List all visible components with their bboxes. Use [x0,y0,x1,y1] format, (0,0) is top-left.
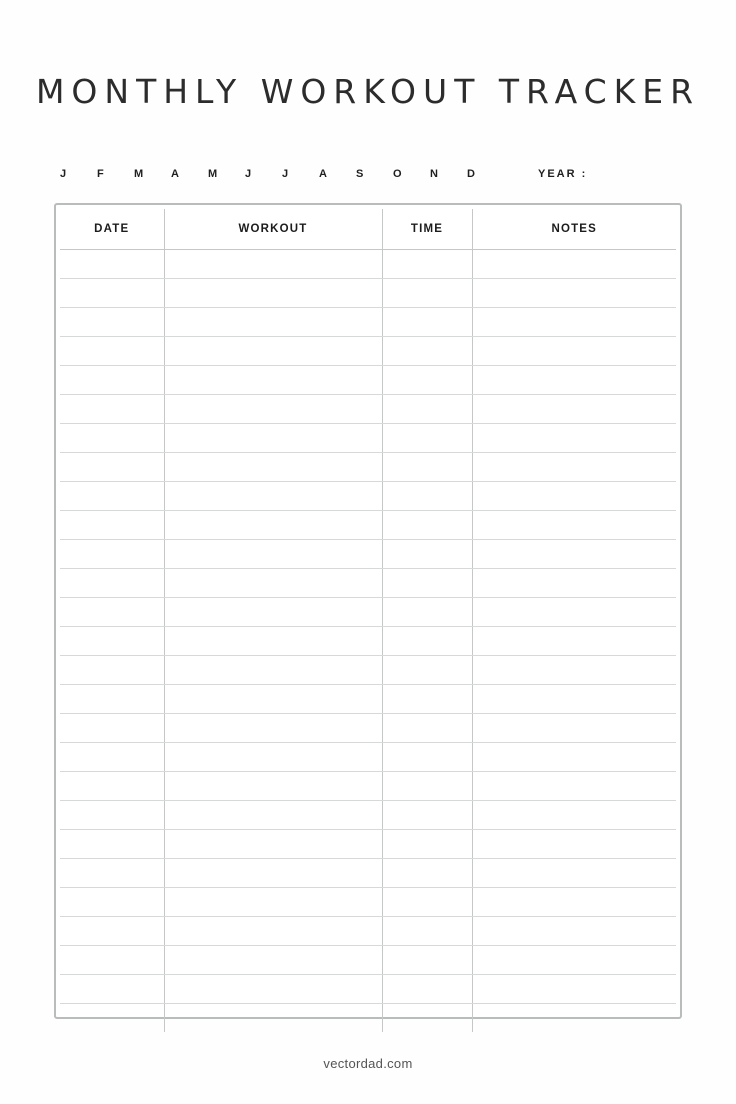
month-initial-aug[interactable]: A [319,168,328,180]
cell-time[interactable] [382,308,472,337]
cell-workout[interactable] [164,598,382,627]
cell-workout[interactable] [164,453,382,482]
table-row[interactable] [60,888,676,917]
cell-workout[interactable] [164,395,382,424]
cell-notes[interactable] [472,424,676,453]
cell-time[interactable] [382,627,472,656]
month-initial-apr[interactable]: A [171,168,180,180]
month-initial-jul[interactable]: J [282,168,290,180]
cell-notes[interactable] [472,656,676,685]
cell-workout[interactable] [164,279,382,308]
table-row[interactable] [60,569,676,598]
cell-notes[interactable] [472,279,676,308]
cell-notes[interactable] [472,859,676,888]
cell-time[interactable] [382,569,472,598]
column-header-workout: WORKOUT [164,209,382,250]
cell-time[interactable] [382,743,472,772]
cell-time[interactable] [382,424,472,453]
year-label: YEAR : [538,168,588,180]
cell-time[interactable] [382,772,472,801]
cell-workout[interactable] [164,830,382,859]
month-initial-oct[interactable]: O [393,168,403,180]
table-row[interactable] [60,685,676,714]
cell-date[interactable] [60,772,164,801]
cell-time[interactable] [382,656,472,685]
cell-workout[interactable] [164,250,382,279]
table-header [60,209,676,250]
cell-time[interactable] [382,598,472,627]
cell-time[interactable] [382,540,472,569]
cell-notes[interactable] [472,308,676,337]
cell-date[interactable] [60,250,164,279]
cell-date[interactable] [60,395,164,424]
table-row[interactable] [60,250,676,279]
cell-date[interactable] [60,1004,164,1033]
cell-time[interactable] [382,917,472,946]
cell-workout[interactable] [164,859,382,888]
column-header-date: DATE [60,209,164,250]
cell-workout[interactable] [164,1004,382,1033]
table-row[interactable] [60,540,676,569]
tracker-table-container [54,203,682,1019]
cell-date[interactable] [60,598,164,627]
cell-notes[interactable] [472,743,676,772]
month-initial-jun[interactable]: J [245,168,253,180]
cell-time[interactable] [382,366,472,395]
cell-date[interactable] [60,482,164,511]
cell-time[interactable] [382,685,472,714]
cell-workout[interactable] [164,308,382,337]
cell-date[interactable] [60,656,164,685]
month-initial-feb[interactable]: F [97,168,105,180]
month-initial-mar[interactable]: M [134,168,145,180]
cell-date[interactable] [60,511,164,540]
cell-workout[interactable] [164,424,382,453]
cell-notes[interactable] [472,772,676,801]
table-row[interactable] [60,772,676,801]
cell-time[interactable] [382,888,472,917]
cell-workout[interactable] [164,743,382,772]
cell-date[interactable] [60,859,164,888]
table-row[interactable] [60,395,676,424]
cell-date[interactable] [60,743,164,772]
cell-notes[interactable] [472,569,676,598]
cell-workout[interactable] [164,366,382,395]
table-row[interactable] [60,598,676,627]
cell-date[interactable] [60,453,164,482]
cell-date[interactable] [60,917,164,946]
cell-time[interactable] [382,1004,472,1033]
cell-notes[interactable] [472,830,676,859]
cell-workout[interactable] [164,656,382,685]
table-row[interactable] [60,801,676,830]
cell-workout[interactable] [164,714,382,743]
cell-notes[interactable] [472,627,676,656]
cell-time[interactable] [382,975,472,1004]
cell-notes[interactable] [472,482,676,511]
cell-notes[interactable] [472,946,676,975]
cell-date[interactable] [60,540,164,569]
cell-date[interactable] [60,830,164,859]
cell-date[interactable] [60,627,164,656]
cell-date[interactable] [60,308,164,337]
cell-notes[interactable] [472,975,676,1004]
cell-workout[interactable] [164,511,382,540]
cell-date[interactable] [60,366,164,395]
table-row[interactable] [60,308,676,337]
table-row[interactable] [60,279,676,308]
cell-time[interactable] [382,482,472,511]
table-row[interactable] [60,946,676,975]
tracker-table [60,209,676,1032]
cell-time[interactable] [382,859,472,888]
cell-notes[interactable] [472,453,676,482]
cell-workout[interactable] [164,917,382,946]
cell-notes[interactable] [472,801,676,830]
column-header-notes: NOTES [472,209,676,250]
cell-date[interactable] [60,888,164,917]
table-header-row [60,209,676,250]
cell-date[interactable] [60,337,164,366]
cell-workout[interactable] [164,772,382,801]
cell-workout[interactable] [164,482,382,511]
cell-notes[interactable] [472,917,676,946]
cell-date[interactable] [60,279,164,308]
cell-workout[interactable] [164,627,382,656]
table-row[interactable] [60,482,676,511]
table-row[interactable] [60,830,676,859]
table-row[interactable] [60,424,676,453]
cell-date[interactable] [60,569,164,598]
cell-date[interactable] [60,424,164,453]
cell-notes[interactable] [472,511,676,540]
cell-workout[interactable] [164,685,382,714]
cell-notes[interactable] [472,337,676,366]
table-row[interactable] [60,627,676,656]
cell-time[interactable] [382,250,472,279]
table-row[interactable] [60,337,676,366]
cell-date[interactable] [60,685,164,714]
cell-notes[interactable] [472,395,676,424]
cell-notes[interactable] [472,366,676,395]
month-initial-may[interactable]: M [208,168,219,180]
cell-date[interactable] [60,946,164,975]
cell-workout[interactable] [164,540,382,569]
table-row[interactable] [60,975,676,1004]
table-row[interactable] [60,714,676,743]
footer-credit: vectordad.com [323,1056,413,1071]
month-initial-dec[interactable]: D [467,168,476,180]
cell-notes[interactable] [472,1004,676,1033]
cell-workout[interactable] [164,975,382,1004]
cell-time[interactable] [382,279,472,308]
cell-notes[interactable] [472,888,676,917]
cell-time[interactable] [382,337,472,366]
cell-time[interactable] [382,714,472,743]
cell-date[interactable] [60,801,164,830]
page-title: MONTHLY WORKOUT TRACKER [35,72,701,111]
cell-notes[interactable] [472,714,676,743]
month-initial-sep[interactable]: S [356,168,365,180]
cell-notes[interactable] [472,540,676,569]
cell-notes[interactable] [472,685,676,714]
table-row[interactable] [60,859,676,888]
table-body [60,250,676,1033]
cell-workout[interactable] [164,946,382,975]
cell-time[interactable] [382,946,472,975]
cell-notes[interactable] [472,598,676,627]
cell-date[interactable] [60,975,164,1004]
cell-time[interactable] [382,511,472,540]
table-row[interactable] [60,511,676,540]
cell-workout[interactable] [164,337,382,366]
cell-time[interactable] [382,801,472,830]
table-row[interactable] [60,366,676,395]
cell-notes[interactable] [472,250,676,279]
table-row[interactable] [60,453,676,482]
cell-workout[interactable] [164,888,382,917]
table-row[interactable] [60,656,676,685]
cell-workout[interactable] [164,801,382,830]
cell-workout[interactable] [164,569,382,598]
month-initial-jan[interactable]: J [60,168,68,180]
month-selector[interactable] [60,163,680,185]
cell-time[interactable] [382,453,472,482]
table-row[interactable] [60,917,676,946]
cell-date[interactable] [60,714,164,743]
cell-time[interactable] [382,395,472,424]
table-row[interactable] [60,743,676,772]
month-initial-nov[interactable]: N [430,168,439,180]
cell-time[interactable] [382,830,472,859]
column-header-time: TIME [382,209,472,250]
table-row[interactable] [60,1004,676,1033]
